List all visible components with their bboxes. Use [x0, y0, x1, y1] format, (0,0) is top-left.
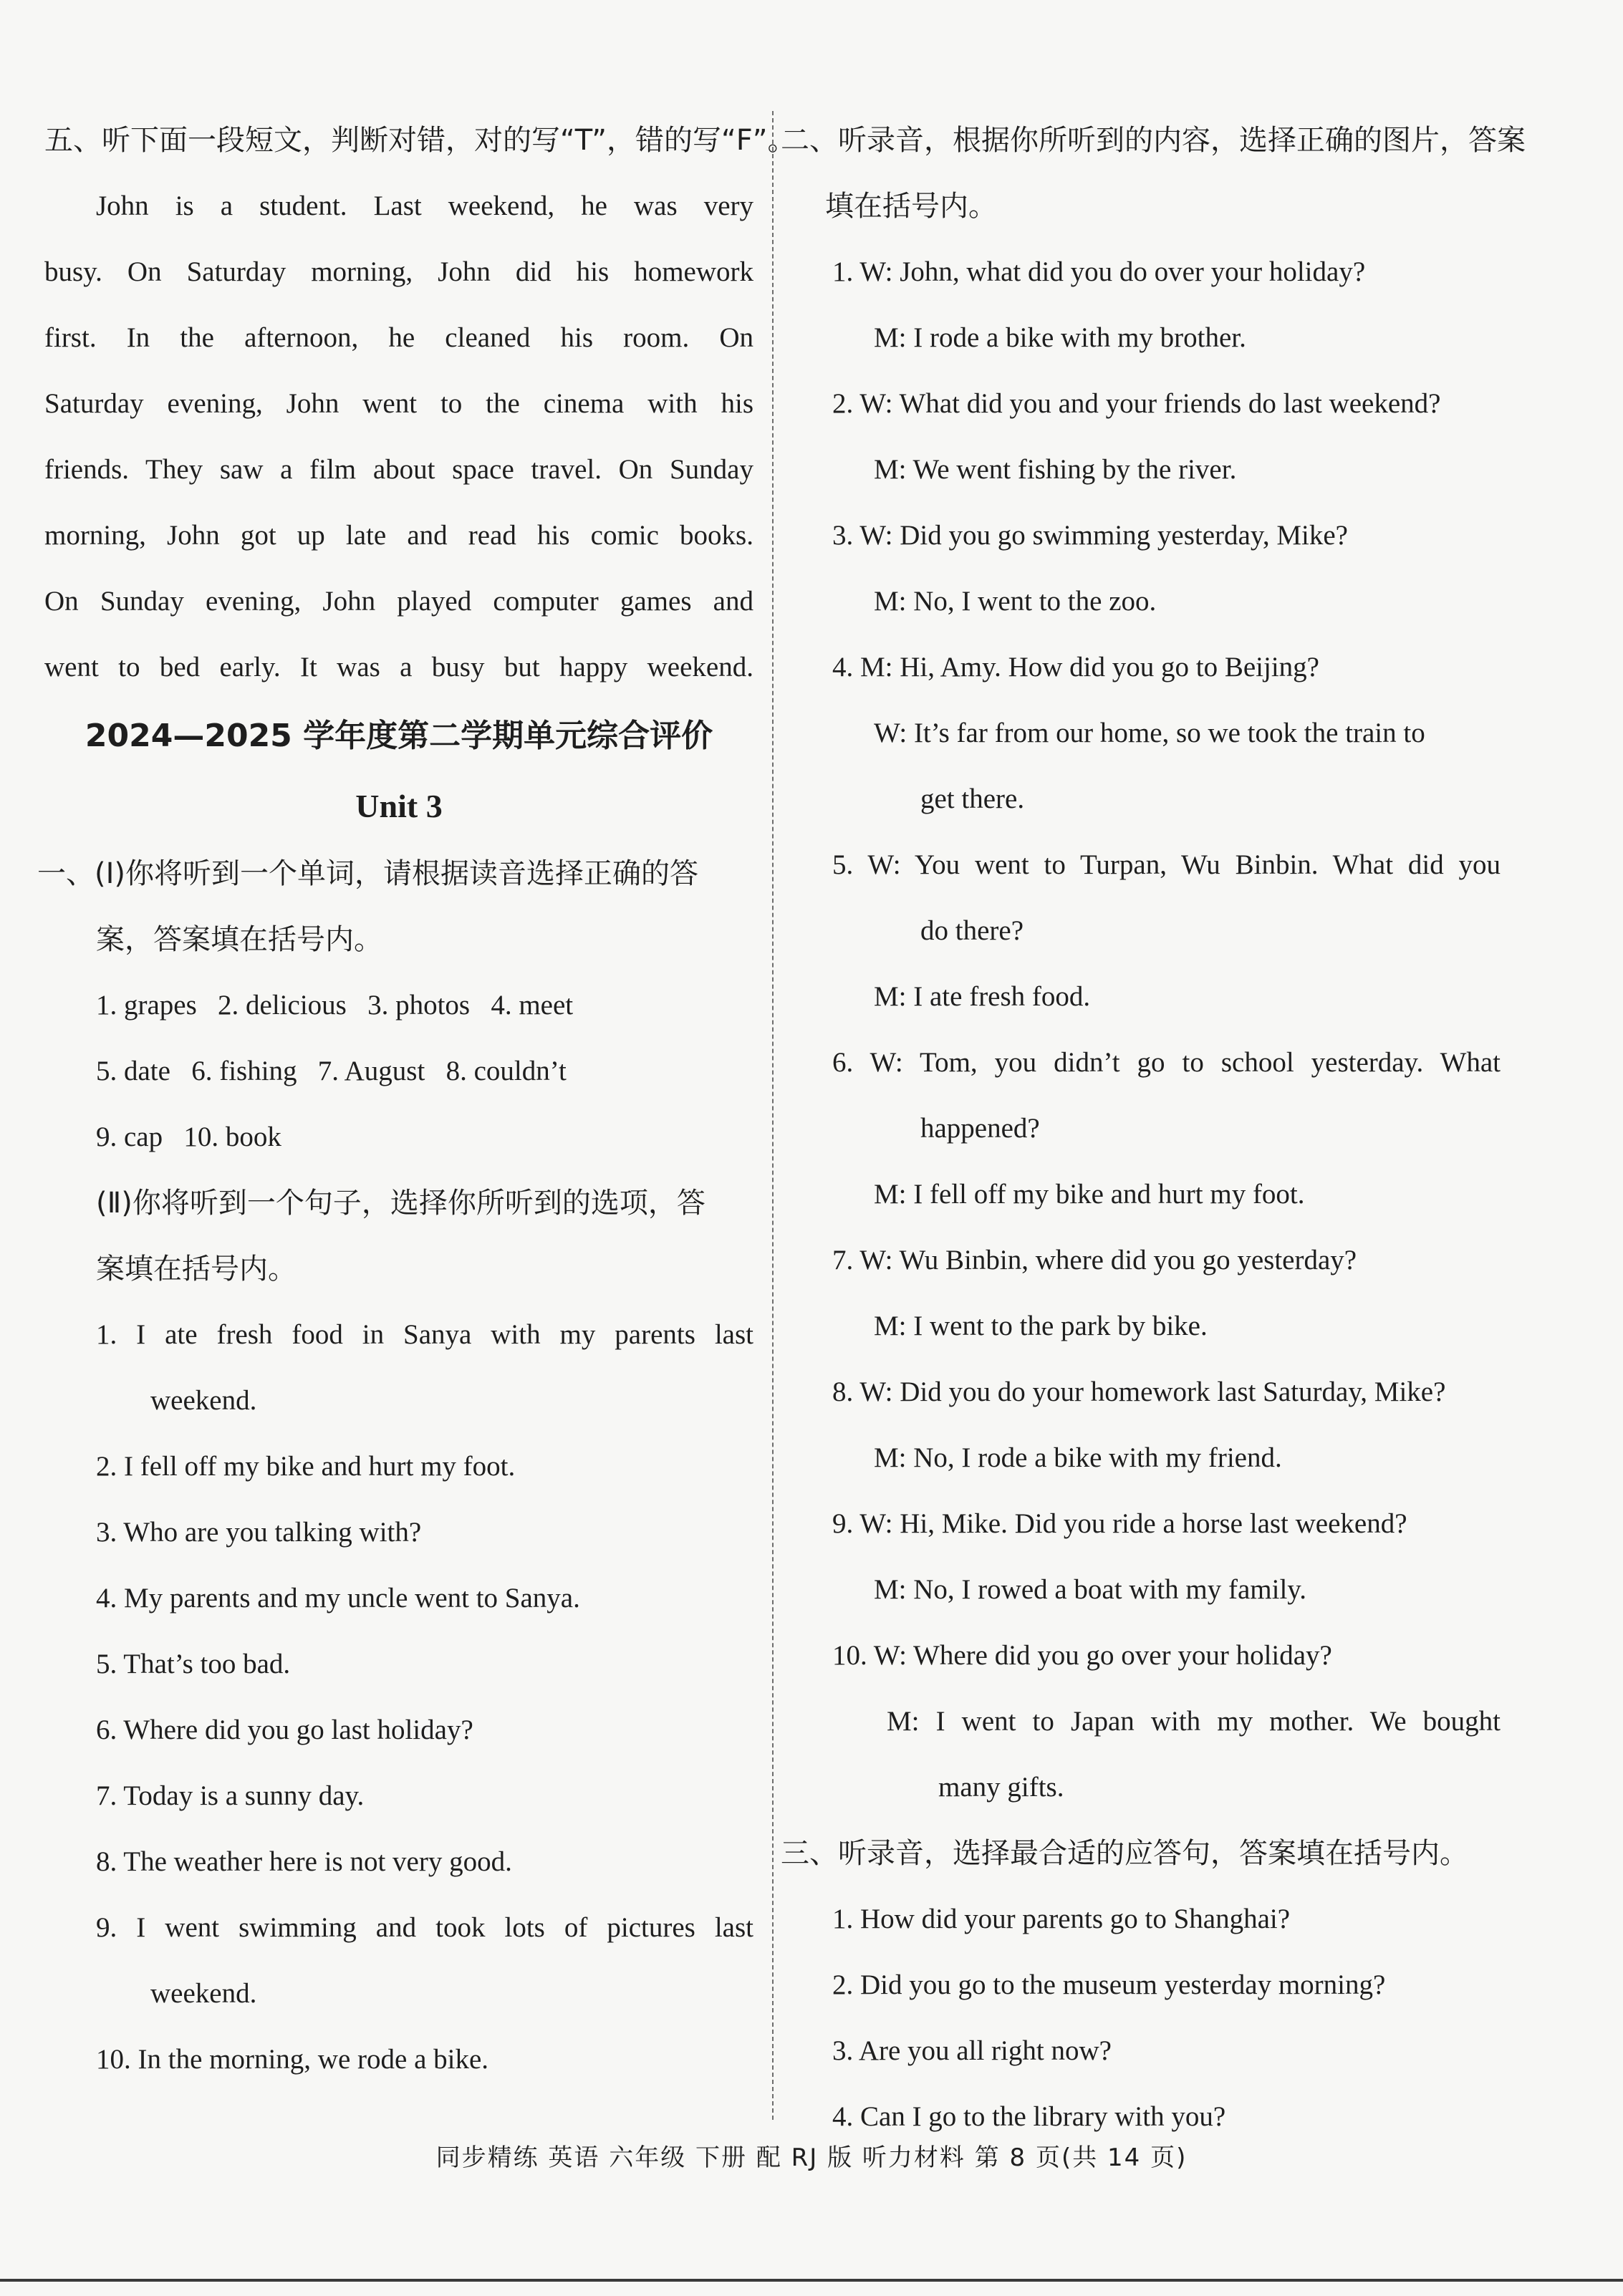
- question-item: 4. Can I go to the library with you?: [832, 2101, 1226, 2132]
- sentence-item: 9. I went swimming and took lots of pictures last: [96, 1912, 753, 1943]
- part-one-heading-cont: 案，答案填在括号内。: [96, 923, 382, 956]
- part-one-heading: 一、(Ⅰ)你将听到一个单词，请根据读音选择正确的答: [37, 857, 699, 890]
- passage-line: On Sunday evening, John played computer games and: [44, 586, 753, 617]
- section-two-heading-cont: 填在括号内。: [825, 190, 997, 223]
- right-column: [781, 107, 1526, 2150]
- dialogue-line: 3. W: Did you go swimming yesterday, Mike?: [832, 520, 1348, 551]
- dialogue-line: 5. W: You went to Turpan, Wu Binbin. What did you: [832, 849, 1501, 880]
- dialogue-line: 7. W: Wu Binbin, where did you go yesterday?: [832, 1245, 1357, 1275]
- question-item: 2. Did you go to the museum yesterday morning?: [832, 1969, 1386, 2000]
- section-three-heading: 三、听录音，选择最合适的应答句，答案填在括号内。: [781, 1837, 1468, 1870]
- sentence-item: 4. My parents and my uncle went to Sanya.: [96, 1583, 580, 1614]
- question-item: 1. How did your parents go to Shanghai?: [832, 1904, 1291, 1934]
- dialogue-line: 2. W: What did you and your friends do last weekend?: [832, 388, 1441, 419]
- part-two-heading: (Ⅱ)你将听到一个句子，选择你所听到的选项，答: [96, 1187, 705, 1220]
- dialogue-line-cont: get there.: [920, 783, 1025, 814]
- word-row: 1. grapes 2. delicious 3. photos 4. meet: [96, 990, 574, 1021]
- sentence-item-cont: weekend.: [150, 1978, 257, 2009]
- exam-title: 2024—2025 学年度第二学期单元综合评价: [85, 718, 713, 754]
- dialogue-line-cont: do there?: [920, 915, 1024, 946]
- dialogue-line: M: I went to Japan with my mother. We bought: [887, 1706, 1501, 1737]
- passage-line: Saturday evening, John went to the cinema with his: [44, 388, 753, 419]
- dialogue-line-cont: many gifts.: [938, 1772, 1064, 1803]
- page-footer: 同步精练 英语 六年级 下册 配 RJ 版 听力材料 第 8 页(共 14 页): [435, 2143, 1188, 2172]
- dialogue-line: 4. M: Hi, Amy. How did you go to Beijing?: [832, 652, 1319, 682]
- sentence-item-cont: weekend.: [150, 1385, 257, 1416]
- dialogue-line: M: I fell off my bike and hurt my foot.: [874, 1179, 1305, 1210]
- dialogue-line: 6. W: Tom, you didn’t go to school yesterday. What: [832, 1047, 1501, 1078]
- sentence-item: 10. In the morning, we rode a bike.: [96, 2044, 489, 2075]
- sentence-item: 2. I fell off my bike and hurt my foot.: [96, 1451, 516, 1482]
- sentence-item: 3. Who are you talking with?: [96, 1517, 422, 1548]
- passage-line: busy. On Saturday morning, John did his homework: [44, 256, 753, 287]
- column-divider: [772, 111, 774, 2120]
- dialogue-line: M: No, I rowed a boat with my family.: [874, 1574, 1307, 1605]
- passage-line: morning, John got up late and read his comic books.: [44, 520, 753, 551]
- part-two-heading-cont: 案填在括号内。: [96, 1253, 297, 1286]
- sentence-item: 6. Where did you go last holiday?: [96, 1714, 473, 1745]
- unit-title: Unit 3: [355, 788, 443, 824]
- dialogue-line: M: I rode a bike with my brother.: [874, 322, 1246, 353]
- question-item: 3. Are you all right now?: [832, 2035, 1112, 2066]
- dialogue-line: M: No, I went to the zoo.: [874, 586, 1157, 617]
- dialogue-line: 9. W: Hi, Mike. Did you ride a horse last weekend?: [832, 1508, 1407, 1539]
- sentence-item: 5. That’s too bad.: [96, 1649, 291, 1679]
- left-column: [37, 107, 796, 2093]
- dialogue-line: M: I ate fresh food.: [874, 981, 1091, 1012]
- passage-line: first. In the afternoon, he cleaned his room. On: [44, 322, 753, 353]
- passage-line: went to bed early. It was a busy but happy weekend.: [44, 652, 753, 682]
- dialogue-line: 10. W: Where did you go over your holiday?: [832, 1640, 1332, 1671]
- section-five-heading: 五、听下面一段短文，判断对错，对的写“T”，错的写“F”。: [44, 124, 796, 157]
- word-row: 5. date 6. fishing 7. August 8. couldn’t: [96, 1056, 567, 1086]
- dialogue-line: 8. W: Did you do your homework last Saturday, Mike?: [832, 1376, 1446, 1407]
- sentence-item: 7. Today is a sunny day.: [96, 1780, 365, 1811]
- dialogue-line-cont: happened?: [920, 1113, 1040, 1144]
- dialogue-line: M: No, I rode a bike with my friend.: [874, 1442, 1282, 1473]
- word-row: 9. cap 10. book: [96, 1122, 281, 1152]
- passage-line: friends. They saw a film about space travel. On Sunday: [44, 454, 753, 485]
- dialogue-line: M: We went fishing by the river.: [874, 454, 1237, 485]
- passage-line: John is a student. Last weekend, he was very: [96, 190, 753, 221]
- sentence-item: 8. The weather here is not very good.: [96, 1846, 512, 1877]
- dialogue-line: M: I went to the park by bike.: [874, 1311, 1208, 1341]
- dialogue-line: 1. W: John, what did you do over your holiday?: [832, 256, 1366, 287]
- dialogue-line: W: It’s far from our home, so we took the train to: [874, 718, 1425, 748]
- sentence-item: 1. I ate fresh food in Sanya with my parents last: [96, 1319, 753, 1350]
- section-two-heading: 二、听录音，根据你所听到的内容，选择正确的图片，答案: [781, 124, 1526, 157]
- bottom-rule: [0, 2279, 1623, 2282]
